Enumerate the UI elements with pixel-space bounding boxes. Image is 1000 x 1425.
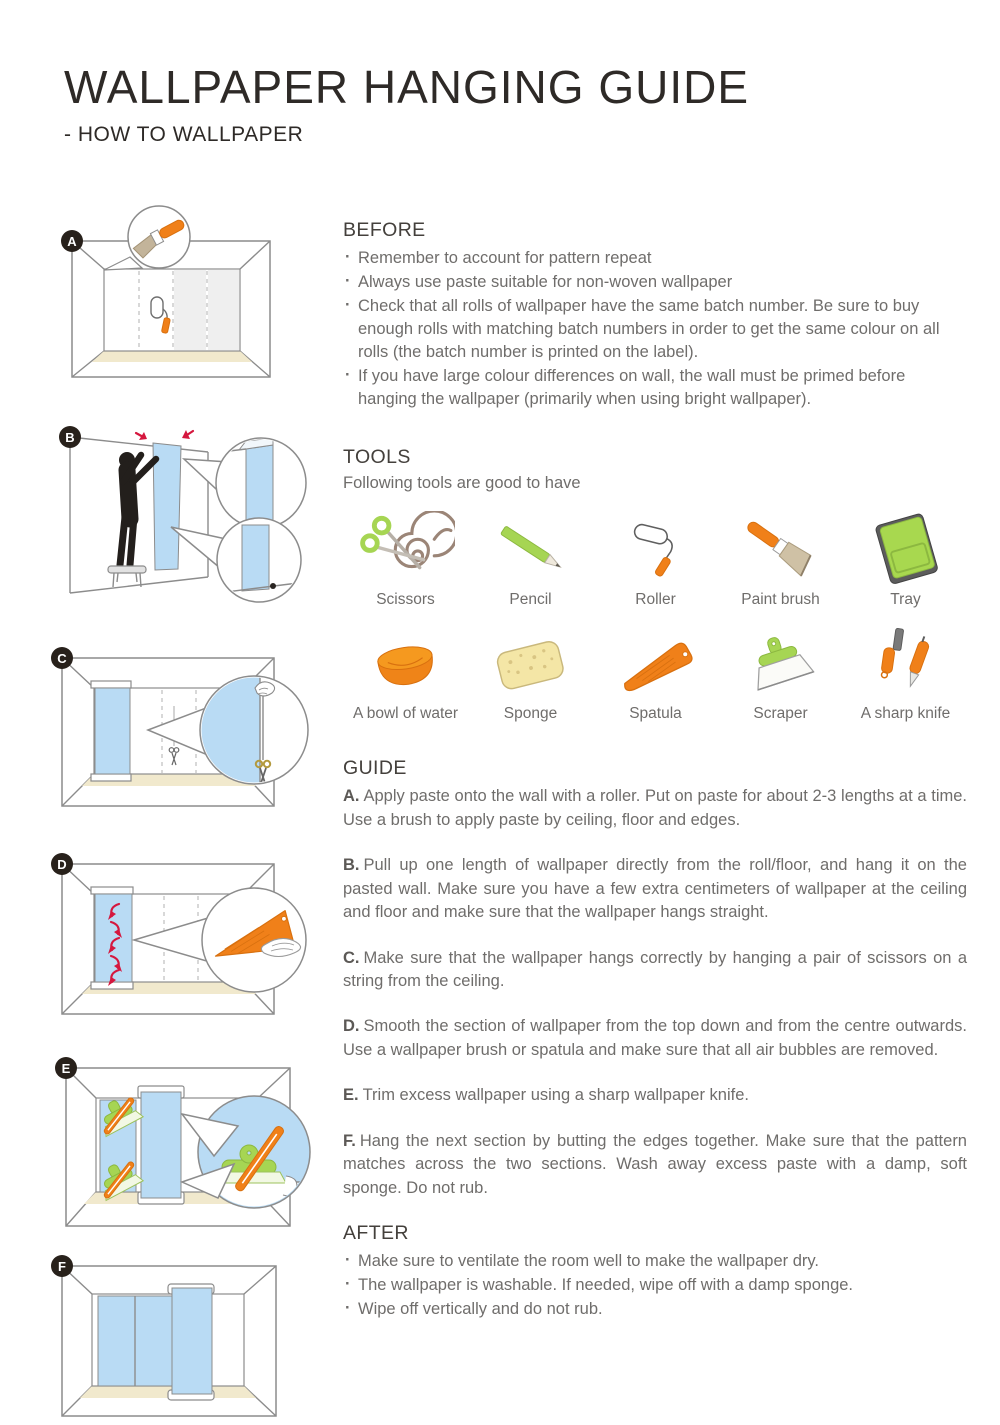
figure-step-c — [58, 650, 311, 817]
tool-sponge — [468, 625, 593, 723]
tool-label: Roller — [635, 591, 676, 609]
tools-section — [343, 446, 967, 723]
guide-step-label: A. — [343, 787, 360, 806]
tools-subheading: Following tools are good to have — [343, 474, 581, 493]
tool-label: A bowl of water — [352, 705, 459, 723]
tool-roller — [593, 511, 718, 609]
tool-label: Paint brush — [741, 591, 820, 609]
before-section — [343, 219, 967, 410]
tool-scraper — [718, 625, 843, 723]
step-d-badge: D — [51, 853, 73, 875]
before-list — [343, 247, 967, 410]
hang-wallpaper-illustration — [56, 407, 309, 607]
tool-sharp-knife — [843, 625, 968, 723]
before-item: · If you have large colour differences on wall, the wall must be primed before hanging the wallpaper (primarily when using bright wallpaper). — [343, 365, 967, 411]
tool-label: Scissors — [376, 591, 435, 609]
before-item: · Remember to account for pattern repeat — [343, 247, 967, 270]
tool-spatula — [593, 625, 718, 723]
pencil-icon — [482, 511, 580, 589]
tool-paint-brush — [718, 511, 843, 609]
bowl-of-water-icon — [357, 625, 455, 703]
step-b-badge: B — [59, 426, 81, 448]
person-silhouette — [119, 452, 156, 565]
before-item: · Always use paste suitable for non-woven wallpaper — [343, 271, 967, 294]
guide-step-b — [343, 854, 967, 924]
guide-step-label: D. — [343, 1017, 360, 1036]
tool-label: A sharp knife — [860, 705, 951, 723]
guide-step-text: Smooth the section of wallpaper from the top down and from the centre outwards. Use a wallpaper brush or spatula and make sure that all air bubbles are removed. — [343, 1017, 967, 1059]
guide-step-a — [343, 785, 967, 832]
guide-step-f — [343, 1130, 967, 1200]
scraper-icon — [732, 625, 830, 703]
sharp-knife-icon — [857, 625, 955, 703]
tool-bowl-of-water — [343, 625, 468, 723]
tools-grid — [343, 511, 967, 723]
before-item: · Check that all rolls of wallpaper have the same batch number. Be sure to buy enough rolls with matching batch numbers in order to get the same colour on all rolls (the batch number is printed on the label). — [343, 295, 967, 364]
tool-label: Scraper — [753, 705, 808, 723]
before-heading: BEFORE — [343, 219, 426, 241]
scissors-icon — [357, 511, 455, 589]
step-stool — [108, 566, 146, 587]
plumb-check-illustration — [58, 650, 311, 812]
step-c-badge: C — [51, 647, 73, 669]
guide-step-text: Pull up one length of wallpaper directly from the roll/floor, and hang it on the pasted wall. Make sure you have a few extra centimeters of wallpaper at the ceiling and floor and make sure that the wallpaper hangs straight. — [343, 856, 967, 922]
step-a-badge: A — [61, 230, 83, 252]
guide-step-d — [343, 1015, 967, 1062]
tray-icon — [857, 511, 955, 589]
instructions-column — [343, 219, 967, 1322]
tool-pencil — [468, 511, 593, 609]
page-header — [64, 60, 749, 147]
butt-edges-illustration — [58, 1262, 311, 1422]
after-item: · Wipe off vertically and do not rub. — [343, 1298, 967, 1321]
guide-section — [343, 757, 967, 1199]
after-heading: AFTER — [343, 1221, 409, 1244]
after-item: · The wallpaper is washable. If needed, wipe off with a damp sponge. — [343, 1274, 967, 1297]
trim-wallpaper-illustration — [62, 1064, 315, 1236]
guide-heading: GUIDE — [343, 757, 407, 780]
after-item: · Make sure to ventilate the room well to make the wallpaper dry. — [343, 1250, 967, 1273]
spatula-icon — [607, 625, 705, 703]
paint-brush-icon — [732, 511, 830, 589]
step-e-badge: E — [55, 1057, 77, 1079]
figure-step-b — [56, 407, 309, 612]
tool-label: Tray — [890, 591, 921, 609]
guide-step-c — [343, 947, 967, 994]
after-section — [343, 1222, 967, 1321]
guide-step-label: B. — [343, 856, 360, 875]
guide-step-text: Apply paste onto the wall with a roller. Put on paste for about 2-3 lengths at a time. Use a brush to apply paste by ceiling, floor and edges. — [343, 787, 967, 829]
sponge-icon — [482, 625, 580, 703]
tool-label: Pencil — [509, 591, 552, 609]
tools-heading: TOOLS — [343, 446, 411, 469]
apply-paste-illustration — [67, 205, 277, 379]
guide-step-text: Trim excess wallpaper using a sharp wallpaper knife. — [362, 1086, 749, 1105]
tool-label: Spatula — [629, 705, 682, 723]
tool-tray — [843, 511, 968, 609]
step-f-badge: F — [51, 1255, 73, 1277]
guide-step-label: E. — [343, 1086, 359, 1105]
smooth-wallpaper-illustration — [58, 858, 311, 1023]
figure-step-d — [58, 858, 311, 1028]
tool-scissors — [343, 511, 468, 609]
figure-step-e — [61, 1060, 315, 1241]
figure-step-a — [67, 205, 277, 384]
figure-step-f — [58, 1258, 311, 1425]
guide-step-e — [343, 1084, 967, 1107]
after-list — [343, 1250, 967, 1321]
guide-step-text: Hang the next section by butting the edges together. Make sure that the pattern matches across the two sections. Wash away excess paste with a damp, soft sponge. Do not rub. — [343, 1131, 967, 1197]
guide-step-text: Make sure that the wallpaper hangs correctly by hanging a pair of scissors on a string from the ceiling. — [343, 948, 967, 990]
tool-label: Sponge — [503, 705, 558, 723]
guide-step-label: F. — [343, 1131, 356, 1150]
roller-icon — [607, 511, 705, 589]
guide-step-label: C. — [343, 948, 360, 967]
hand-glyph — [255, 682, 275, 696]
page-subtitle: - HOW TO WALLPAPER — [64, 123, 304, 146]
page-title: WALLPAPER HANGING GUIDE — [64, 61, 750, 113]
